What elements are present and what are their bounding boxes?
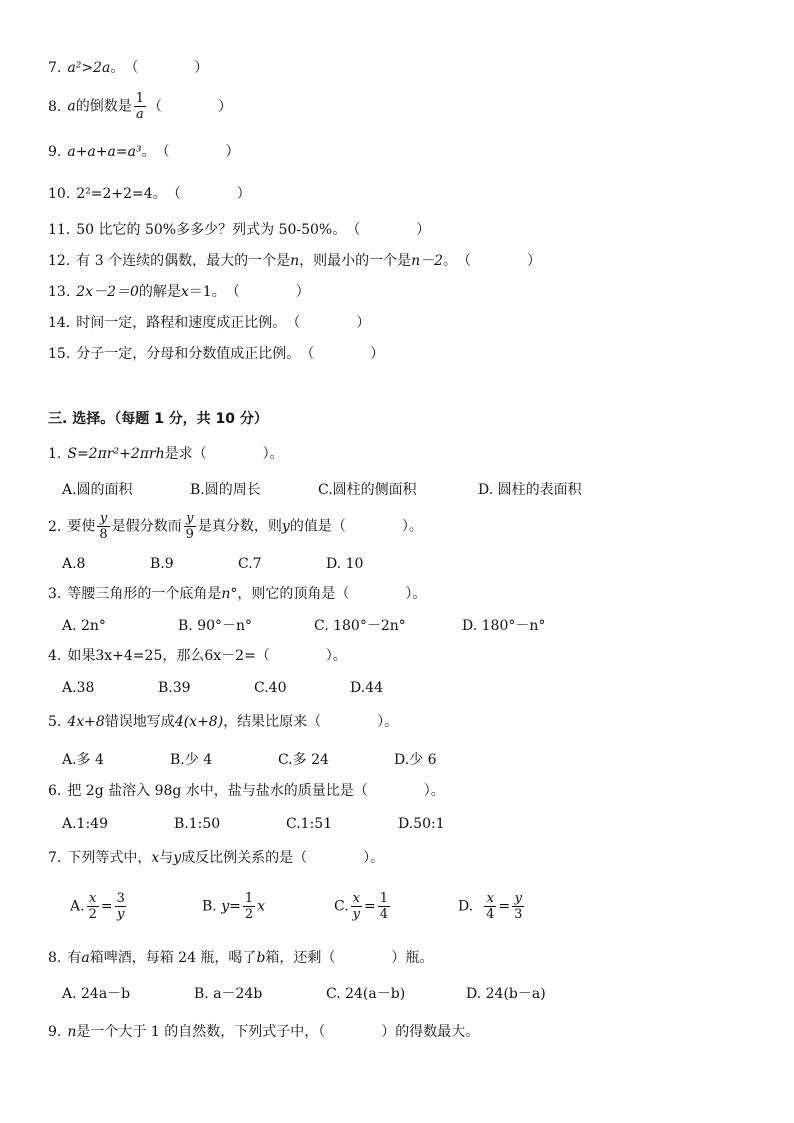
option-d[interactable]: D.50:1 bbox=[398, 816, 445, 832]
option-b[interactable]: B.圆的周长 bbox=[190, 482, 261, 498]
fraction: $\frac{y}{8}$ bbox=[99, 511, 108, 542]
judgement-item: 9. a+a+a=a³。（ ） bbox=[48, 144, 240, 160]
option-d[interactable]: D. 24(b－a) bbox=[466, 986, 546, 1002]
choice-question: 8. 有a箱啤酒，每箱 24 瓶，喝了b箱，还剩（ ）瓶。 bbox=[48, 950, 434, 966]
choice-question: 4. 如果3x+4=25，那么6x－2=（ ）。 bbox=[48, 648, 347, 664]
option-a[interactable]: A.8 bbox=[62, 556, 86, 572]
option-c[interactable]: C.1:51 bbox=[286, 816, 333, 832]
option-a[interactable]: A. 2n° bbox=[62, 618, 106, 634]
option-d[interactable]: D. 180°－n° bbox=[462, 618, 546, 634]
answer-blank[interactable]: （ ） bbox=[124, 60, 209, 76]
answer-blank[interactable]: （ ） bbox=[286, 315, 371, 331]
option-c[interactable]: C. $\frac{x}{y}$ = $\frac{1}{4}$ bbox=[334, 891, 389, 922]
judgement-item: 14. 时间一定，路程和速度成正比例。（ ） bbox=[48, 315, 371, 331]
judgement-item: 10. 2²=2+2=4。（ ） bbox=[48, 186, 251, 202]
option-c[interactable]: C.7 bbox=[238, 556, 262, 572]
judgement-item: 7. a²>2a。（ ） bbox=[48, 60, 209, 76]
option-d[interactable]: D.少 6 bbox=[394, 752, 437, 768]
option-c[interactable]: C.圆柱的侧面积 bbox=[318, 482, 417, 498]
option-b[interactable]: B. a－24b bbox=[194, 986, 263, 1002]
option-d[interactable]: D.44 bbox=[350, 680, 383, 696]
option-a[interactable]: A. $\frac{x}{2}$ = $\frac{3}{y}$ bbox=[70, 891, 125, 922]
answer-blank[interactable]: （ ） bbox=[155, 144, 240, 160]
answer-blank[interactable]: （ ） bbox=[166, 186, 251, 202]
answer-blank[interactable]: （ ） bbox=[457, 253, 542, 269]
option-a[interactable]: A.1:49 bbox=[62, 816, 108, 832]
answer-blank[interactable]: （ ） bbox=[300, 346, 385, 362]
option-c[interactable]: C. 24(a－b) bbox=[326, 986, 406, 1002]
option-d[interactable]: D. 10 bbox=[326, 556, 364, 572]
option-d[interactable]: D. $\frac{x}{4}$ = $\frac{y}{3}$ bbox=[458, 891, 523, 922]
judgement-item: 11. 50 比它的 50%多多少？列式为 50-50%。（ ） bbox=[48, 222, 431, 238]
option-a[interactable]: A.圆的面积 bbox=[62, 482, 133, 498]
choice-question: 9. n是一个大于 1 的自然数，下列式子中，（ ）的得数最大。 bbox=[48, 1024, 480, 1040]
option-c[interactable]: C.多 24 bbox=[278, 752, 329, 768]
fraction: $\frac{1}{a}$ bbox=[135, 91, 144, 122]
option-a[interactable]: A.38 bbox=[62, 680, 95, 696]
option-b[interactable]: B.少 4 bbox=[170, 752, 213, 768]
answer-blank[interactable]: （ ） bbox=[148, 98, 232, 115]
fraction: $\frac{y}{9}$ bbox=[185, 511, 194, 542]
option-b[interactable]: B. 90°－n° bbox=[178, 618, 253, 634]
option-b[interactable]: B. y= $\frac{1}{2}$ x bbox=[202, 891, 266, 922]
judgement-item: 12. 有 3 个连续的偶数，最大的一个是n，则最小的一个是n－2。（ ） bbox=[48, 253, 542, 269]
option-b[interactable]: B.9 bbox=[150, 556, 174, 572]
section-heading: 三. 选择。（每题 1 分，共 10 分） bbox=[48, 411, 268, 427]
choice-question: 5. 4x+8错误地写成4(x+8)，结果比原来（ ）。 bbox=[48, 714, 399, 730]
judgement-item: 8. a的倒数是 $\frac{1}{a}$ （ ） bbox=[48, 91, 232, 122]
choice-question: 7. 下列等式中，x与y成反比例关系的是（ ）。 bbox=[48, 850, 385, 866]
option-b[interactable]: B.39 bbox=[158, 680, 191, 696]
answer-blank[interactable]: （ ） bbox=[346, 222, 431, 238]
option-d[interactable]: D. 圆柱的表面积 bbox=[478, 482, 582, 498]
option-a[interactable]: A. 24a－b bbox=[62, 986, 131, 1002]
option-c[interactable]: C.40 bbox=[254, 680, 287, 696]
choice-question: 1. S=2πr²+2πrh是求（ ）。 bbox=[48, 446, 284, 462]
choice-question: 6. 把 2g 盐溶入 98g 水中，盐与盐水的质量比是（ ）。 bbox=[48, 783, 445, 799]
judgement-item: 15. 分子一定，分母和分数值成正比例。（ ） bbox=[48, 346, 385, 362]
judgement-item: 13. 2x－2＝0的解是x＝1。（ ） bbox=[48, 284, 310, 300]
option-b[interactable]: B.1:50 bbox=[174, 816, 221, 832]
choice-question: 3. 等腰三角形的一个底角是n°，则它的顶角是（ ）。 bbox=[48, 586, 427, 602]
answer-blank[interactable]: （ ） bbox=[225, 284, 310, 300]
option-a[interactable]: A.多 4 bbox=[62, 752, 104, 768]
choice-question: 2. 要使 $\frac{y}{8}$ 是假分数而 $\frac{y}{9}$ 是真分数，则y的值是（ ）。 bbox=[48, 511, 423, 542]
option-c[interactable]: C. 180°－2n° bbox=[314, 618, 406, 634]
